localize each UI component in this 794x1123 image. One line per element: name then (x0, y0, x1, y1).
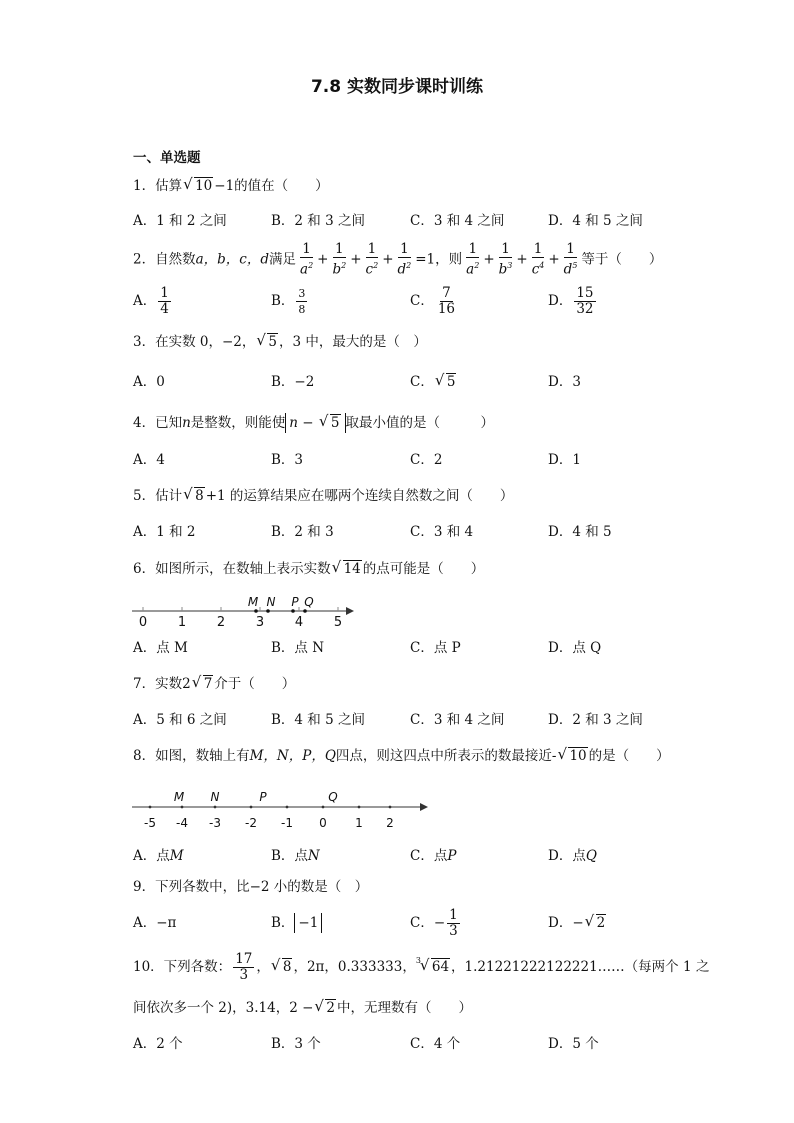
option-b[interactable]: B．4 和 5 之间 (271, 712, 365, 728)
option-d[interactable]: D．点Q (548, 848, 597, 864)
point-marker (291, 609, 295, 613)
question-10: 10．下列各数： $\frac{17}{3}$ ，√ 8 ，2π，0.333333， 3 √ 64 ，1.21221222122221……（每两个 1 之 (133, 950, 709, 984)
absolute-value: n − √ 5 (285, 413, 345, 433)
point-label: N (210, 790, 220, 804)
option-c[interactable]: C．3 和 4 (410, 524, 474, 540)
point-marker (266, 609, 270, 613)
sqrt: √ 10 (557, 746, 587, 766)
axis-tick (181, 806, 184, 809)
fraction: $\frac{1}{a^2}$ (300, 241, 314, 278)
question-6: 6．如图所示，在数轴上表示实数√ 14 的点可能是（ ） (133, 559, 484, 579)
option-a[interactable]: A．2 个 (133, 1036, 183, 1052)
option-d[interactable]: D．2 和 3 之间 (548, 712, 643, 728)
axis-number: -1 (281, 816, 293, 830)
axis-number: 4 (294, 615, 304, 630)
q4-options (133, 449, 693, 473)
option-c[interactable]: C． $\frac{7}{16}$ (410, 285, 456, 317)
axis-number: -4 (176, 816, 188, 830)
option-a[interactable]: A．4 (133, 452, 165, 468)
option-c[interactable]: C．− $\frac{1}{3}$ (410, 907, 458, 939)
point-label: Q (328, 790, 338, 804)
q6-options (133, 637, 693, 661)
fraction: $\frac{1}{b^2}$ (332, 241, 347, 278)
option-a[interactable]: A．5 和 6 之间 (133, 712, 227, 728)
point-marker (303, 609, 307, 613)
sqrt: √ 14 (332, 559, 362, 579)
section-heading: 一、单选题 (133, 150, 201, 166)
option-c[interactable]: C．3 和 4 之间 (410, 712, 505, 728)
question-10-line2: 间依次多一个 2)，3.14，2 −√ 2 中，无理数有（ ） (133, 998, 472, 1018)
number-line-2 (130, 786, 430, 832)
axis-number: 5 (333, 615, 343, 630)
q1-tail: −1的值在（ ） (214, 178, 329, 194)
sqrt: √ 2 (314, 998, 336, 1018)
sqrt: √ 5 (256, 332, 278, 352)
point-marker (254, 609, 258, 613)
option-b[interactable]: B．点N (271, 848, 320, 864)
fraction: $\frac{1}{d^5}$ (563, 241, 578, 278)
option-b[interactable]: B．2 和 3 (271, 524, 334, 540)
option-d[interactable]: D．−√ 2 (548, 906, 607, 940)
axis-number: 1 (355, 816, 363, 830)
fraction: $\frac{1}{d^2}$ (397, 241, 412, 278)
question-8: 8．如图，数轴上有M，N，P，Q四点，则这四点中所表示的数最接近-√ 10 的是（ ） (133, 746, 670, 766)
option-c[interactable]: C．3 和 4 之间 (410, 213, 505, 229)
number-line-ticks (139, 595, 342, 630)
fraction: $\frac{17}{3}$ (235, 951, 253, 983)
question-3: 3．在实数 0，−2，√ 5 ，3 中，最大的是（ ） (133, 332, 427, 352)
option-d[interactable]: D．1 (548, 452, 581, 468)
option-b[interactable]: B．点 N (271, 640, 325, 656)
option-a[interactable]: A．点M (133, 848, 184, 864)
axis-tick (389, 806, 392, 809)
fraction: $\frac{1}{c^4}$ (531, 241, 545, 278)
point-label: M (173, 790, 185, 804)
axis-tick (322, 806, 325, 809)
q8-options (133, 845, 693, 869)
option-d[interactable]: D．4 和 5 (548, 524, 612, 540)
cube-root: 3 √ 64 (416, 950, 451, 984)
question-4: 4．已知n是整数，则能使 n − √ 5 取最小值的是（ ） (133, 413, 494, 433)
option-a[interactable]: A．−π (133, 915, 177, 931)
axis-number: 2 (216, 615, 226, 630)
q9-options (133, 906, 693, 944)
question-2: 2．自然数a，b，c，d满足 $\frac{1}{a^2}$ + $\frac{1}{b^2}$ + $\frac{1}{c^2}$ + $\frac{1}{d^2}$ =1，则 $\frac{1}{a^2}$ + $\frac{1}{b^3}$ + $\frac{1}{c^4}$ + $\frac{1}{d^5}$ 等于（ ） (133, 241, 663, 278)
question-1 (133, 176, 329, 196)
number-line-ticks (144, 790, 394, 830)
option-a[interactable]: A．1 和 2 (133, 524, 196, 540)
option-b[interactable]: B．3 (271, 452, 304, 468)
axis-number: -2 (245, 816, 257, 830)
axis-number: 0 (319, 816, 327, 830)
option-b[interactable]: B．3 个 (271, 1036, 321, 1052)
axis-number: 1 (177, 615, 187, 630)
option-a[interactable]: A．点 M (133, 640, 188, 656)
question-5: 5．估计√ 8 +1 的运算结果应在哪两个连续自然数之间（ ） (133, 486, 513, 506)
axis-number: 2 (386, 816, 394, 830)
option-b[interactable]: B． −1 (271, 906, 322, 940)
q10-options (133, 1033, 693, 1057)
q2-vars: a，b，c，d (195, 251, 269, 268)
q3-options (133, 371, 693, 395)
axis-tick (250, 806, 253, 809)
option-c[interactable]: C．点 P (410, 640, 461, 656)
sqrt: √ 10 (183, 176, 213, 196)
q2-options (133, 282, 693, 320)
option-c[interactable]: C．4 个 (410, 1036, 461, 1052)
option-d[interactable]: D．3 (548, 374, 581, 390)
point-label: N (266, 595, 276, 609)
point-label: P (291, 595, 299, 609)
page-title: 7.8 实数同步课时训练 (310, 77, 484, 97)
option-c[interactable]: C．2 (410, 452, 443, 468)
point-label: Q (304, 595, 314, 609)
axis-number: -3 (209, 816, 221, 830)
axis-tick (358, 806, 361, 809)
question-7: 7．实数2√ 7 介于（ ） (133, 674, 295, 694)
axis-tick (286, 806, 289, 809)
option-c[interactable]: C．点P (410, 848, 457, 864)
option-d[interactable]: D． $\frac{15}{32}$ (548, 285, 594, 317)
sqrt: √ 7 (192, 674, 214, 694)
fraction: $\frac{1}{c^2}$ (365, 241, 379, 278)
question-9: 9．下列各数中，比−2 小的数是（ ） (133, 879, 369, 895)
axis-number: -5 (144, 816, 156, 830)
option-b[interactable]: B． $\frac{3}{8}$ (271, 287, 306, 316)
sqrt: √ 8 (271, 950, 293, 984)
fraction: $\frac{1}{b^3}$ (498, 241, 513, 278)
point-label: M (247, 595, 259, 609)
option-d[interactable]: D．4 和 5 之间 (548, 213, 643, 229)
q7-options (133, 709, 693, 733)
option-d[interactable]: D．点 Q (548, 640, 602, 656)
option-b[interactable]: B．2 和 3 之间 (271, 213, 365, 229)
axis-tick (214, 806, 217, 809)
axis-tick (149, 806, 152, 809)
point-label: P (259, 790, 267, 804)
number-line-1 (130, 592, 360, 632)
option-a[interactable]: A．1 和 2 之间 (133, 213, 227, 229)
sqrt: √ 8 (183, 486, 205, 506)
option-a[interactable]: A． $\frac{1}{4}$ (133, 285, 169, 317)
fraction: $\frac{1}{a^2}$ (466, 241, 480, 278)
axis-number: 0 (138, 615, 148, 630)
option-a[interactable]: A．0 (133, 374, 165, 390)
axis-number: 3 (255, 615, 265, 630)
option-d[interactable]: D．5 个 (548, 1036, 599, 1052)
option-c[interactable]: C．√ 5 (410, 371, 457, 393)
q1-options (133, 210, 693, 234)
q5-options (133, 521, 693, 545)
option-b[interactable]: B．−2 (271, 374, 315, 390)
q1-prefix: 1．估算 (133, 178, 183, 194)
